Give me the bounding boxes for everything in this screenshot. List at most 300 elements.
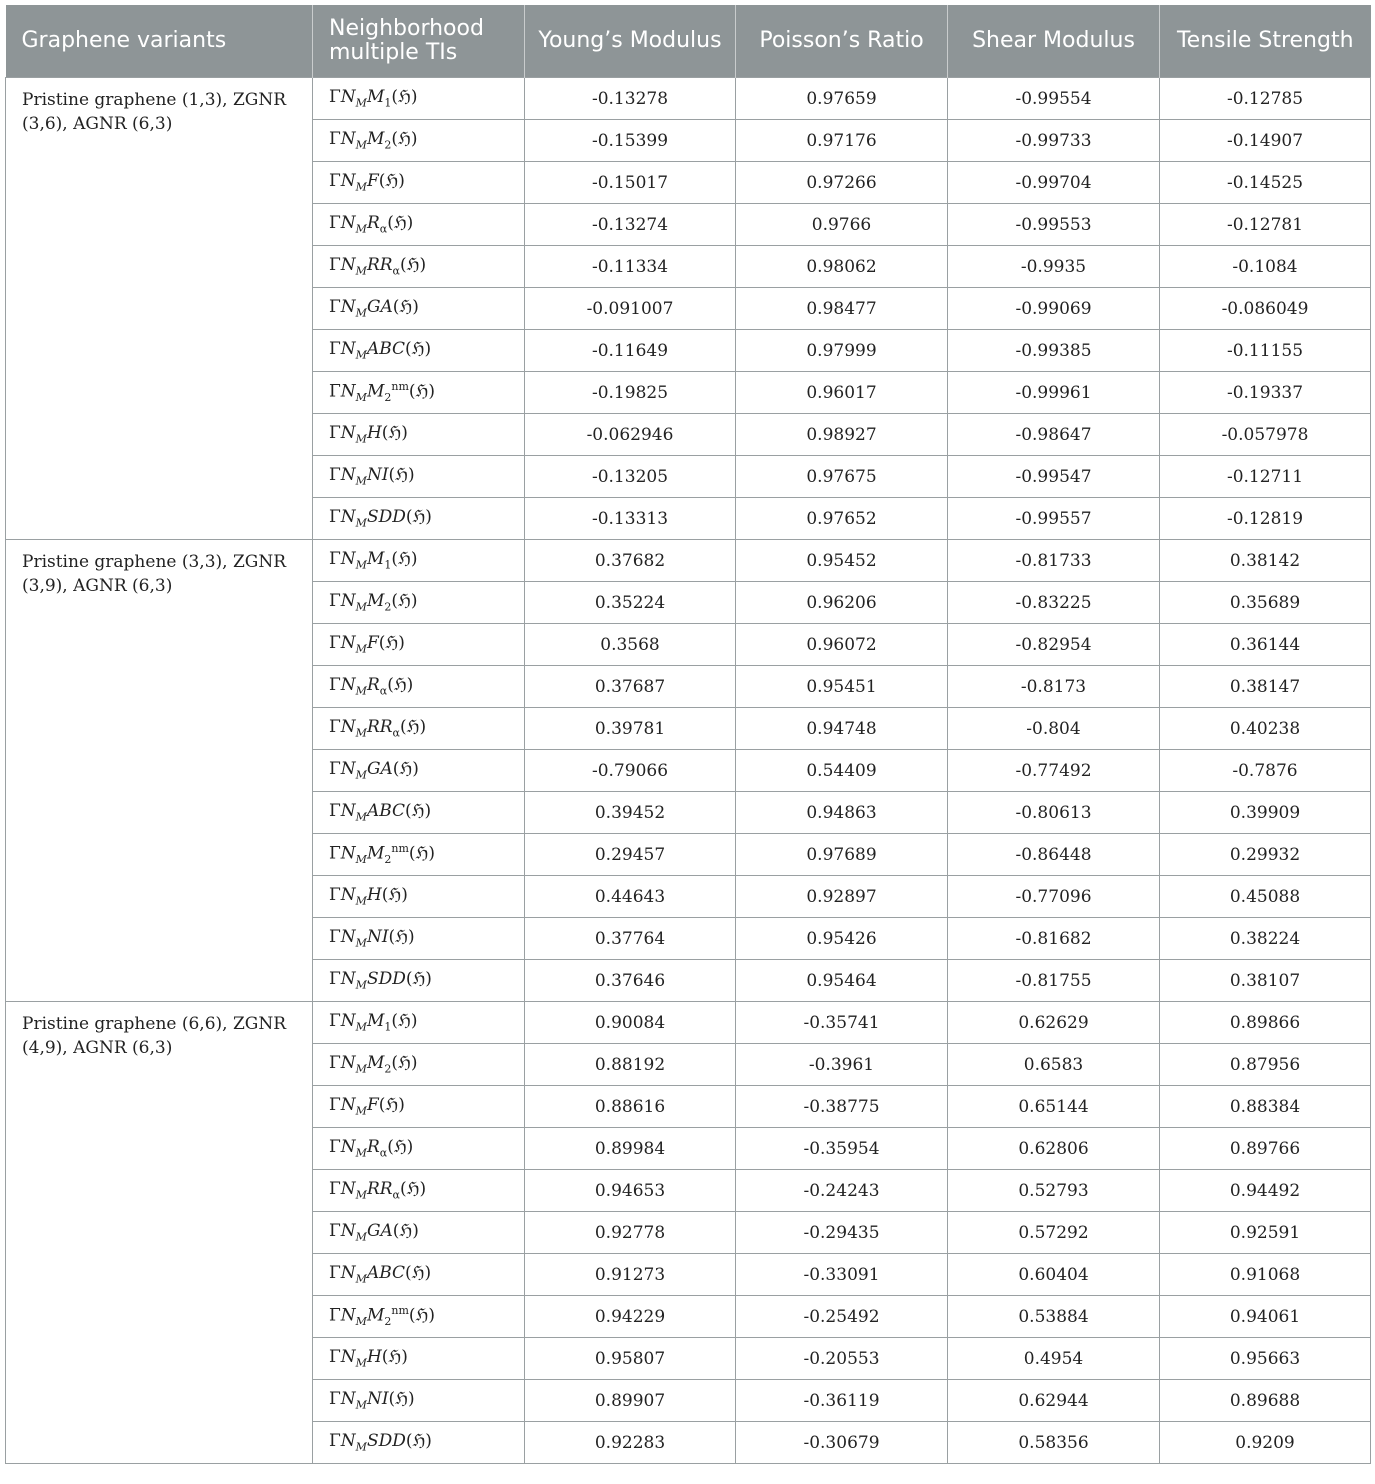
- youngs-modulus-value: -0.13205: [525, 456, 736, 498]
- index-name: ABC: [366, 339, 406, 360]
- index-name: R: [366, 213, 380, 234]
- n-symbol: N: [340, 549, 356, 570]
- tensile-strength-value: 0.39909: [1160, 792, 1371, 834]
- index-subscript: α: [392, 726, 400, 740]
- shear-modulus-value: -0.81733: [948, 540, 1160, 582]
- graph-argument: (ℌ): [381, 885, 408, 906]
- poissons-ratio-value: 0.96072: [736, 624, 948, 666]
- graphene-variant-cell: Pristine graphene (1,3), ZGNR (3,6), AGNR (6,3): [6, 78, 313, 540]
- table-header: [6, 5, 1371, 78]
- index-subscript: α: [379, 1146, 388, 1160]
- poissons-ratio-value: -0.36119: [736, 1380, 948, 1422]
- index-name: M: [366, 129, 385, 150]
- topological-index-cell: [313, 666, 525, 708]
- topological-index-cell: [313, 1380, 525, 1422]
- topological-index-cell: [313, 204, 525, 246]
- graph-argument: (ℌ): [399, 1179, 427, 1200]
- shear-modulus-value: -0.83225: [948, 582, 1160, 624]
- topological-index-cell: [313, 414, 525, 456]
- graph-argument: (ℌ): [405, 969, 432, 990]
- graph-argument: (ℌ): [387, 213, 414, 234]
- topological-index-cell: [313, 1128, 525, 1170]
- header-poissons-ratio: Poisson’s Ratio: [736, 5, 948, 78]
- topological-index-cell: [313, 1086, 525, 1128]
- shear-modulus-value: 0.62806: [948, 1128, 1160, 1170]
- shear-modulus-value: -0.99557: [948, 498, 1160, 540]
- shear-modulus-value: 0.58356: [948, 1422, 1160, 1464]
- n-symbol: N: [340, 675, 356, 696]
- m-subscript: M: [355, 600, 367, 614]
- youngs-modulus-value: -0.091007: [525, 288, 736, 330]
- tensile-strength-value: -0.11155: [1160, 330, 1371, 372]
- topological-index-cell: [313, 1212, 525, 1254]
- shear-modulus-value: 0.62629: [948, 1002, 1160, 1044]
- n-symbol: N: [340, 1347, 356, 1368]
- graph-argument: (ℌ): [408, 382, 435, 403]
- poissons-ratio-value: 0.98062: [736, 246, 948, 288]
- graph-argument: (ℌ): [408, 844, 435, 865]
- shear-modulus-value: 0.62944: [948, 1380, 1160, 1422]
- n-symbol: N: [340, 927, 356, 948]
- gamma-symbol: Γ: [329, 255, 341, 276]
- m-subscript: M: [355, 1230, 367, 1244]
- n-symbol: N: [340, 1389, 356, 1410]
- poissons-ratio-value: 0.98477: [736, 288, 948, 330]
- shear-modulus-value: -0.99385: [948, 330, 1160, 372]
- shear-modulus-value: -0.99553: [948, 204, 1160, 246]
- n-symbol: N: [340, 1011, 356, 1032]
- graph-argument: (ℌ): [392, 297, 419, 318]
- poissons-ratio-value: -0.33091: [736, 1254, 948, 1296]
- youngs-modulus-value: -0.062946: [525, 414, 736, 456]
- tensile-strength-value: 0.94492: [1160, 1170, 1371, 1212]
- index-name: R: [366, 675, 380, 696]
- index-name: M: [366, 844, 385, 865]
- gamma-symbol: Γ: [329, 1221, 341, 1242]
- gamma-symbol: Γ: [329, 1306, 341, 1327]
- n-symbol: N: [340, 255, 356, 276]
- topological-index-cell: [313, 1422, 525, 1464]
- poissons-ratio-value: 0.95451: [736, 666, 948, 708]
- topological-index-cell: [313, 330, 525, 372]
- graph-argument: (ℌ): [388, 927, 415, 948]
- shear-modulus-value: 0.65144: [948, 1086, 1160, 1128]
- shear-modulus-value: 0.57292: [948, 1212, 1160, 1254]
- n-symbol: N: [340, 382, 356, 403]
- youngs-modulus-value: 0.89984: [525, 1128, 736, 1170]
- gamma-symbol: Γ: [329, 1347, 341, 1368]
- index-name: H: [366, 1347, 382, 1368]
- index-name: SDD: [366, 1431, 406, 1452]
- m-subscript: M: [355, 474, 367, 488]
- tensile-strength-value: 0.38224: [1160, 918, 1371, 960]
- gamma-symbol: Γ: [329, 382, 341, 403]
- poissons-ratio-value: 0.95452: [736, 540, 948, 582]
- n-symbol: N: [340, 1431, 356, 1452]
- topological-index-cell: [313, 1296, 525, 1338]
- youngs-modulus-value: 0.3568: [525, 624, 736, 666]
- topological-index-cell: [313, 708, 525, 750]
- m-subscript: M: [355, 1146, 367, 1160]
- poissons-ratio-value: -0.29435: [736, 1212, 948, 1254]
- tensile-strength-value: 0.29932: [1160, 834, 1371, 876]
- tensile-strength-value: 0.89766: [1160, 1128, 1371, 1170]
- graph-argument: (ℌ): [391, 549, 418, 570]
- tensile-strength-value: -0.057978: [1160, 414, 1371, 456]
- topological-index-cell: [313, 624, 525, 666]
- m-subscript: M: [355, 853, 367, 867]
- graph-argument: (ℌ): [405, 1263, 432, 1284]
- youngs-modulus-value: -0.13313: [525, 498, 736, 540]
- gamma-symbol: Γ: [329, 885, 341, 906]
- m-subscript: M: [355, 642, 367, 656]
- youngs-modulus-value: -0.13278: [525, 78, 736, 120]
- graphene-variant-cell: Pristine graphene (6,6), ZGNR (4,9), AGNR (6,3): [6, 1002, 313, 1464]
- graph-argument: (ℌ): [387, 675, 414, 696]
- poissons-ratio-value: 0.97176: [736, 120, 948, 162]
- m-subscript: M: [355, 1272, 367, 1286]
- youngs-modulus-value: -0.11649: [525, 330, 736, 372]
- poissons-ratio-value: 0.97659: [736, 78, 948, 120]
- tensile-strength-value: 0.89866: [1160, 1002, 1371, 1044]
- graph-argument: (ℌ): [381, 423, 408, 444]
- index-subscript: α: [379, 684, 388, 698]
- topological-index-cell: [313, 1044, 525, 1086]
- graph-argument: (ℌ): [391, 87, 418, 108]
- shear-modulus-value: 0.4954: [948, 1338, 1160, 1380]
- index-name: NI: [366, 1389, 389, 1410]
- tensile-strength-value: 0.87956: [1160, 1044, 1371, 1086]
- n-symbol: N: [340, 1306, 356, 1327]
- topological-index-cell: [313, 456, 525, 498]
- poissons-ratio-value: 0.97266: [736, 162, 948, 204]
- gamma-symbol: Γ: [329, 1095, 341, 1116]
- youngs-modulus-value: 0.90084: [525, 1002, 736, 1044]
- poissons-ratio-value: -0.30679: [736, 1422, 948, 1464]
- table-row: [6, 78, 1371, 120]
- n-symbol: N: [340, 465, 356, 486]
- m-subscript: M: [355, 810, 367, 824]
- topological-index-cell: [313, 1338, 525, 1380]
- youngs-modulus-value: 0.88616: [525, 1086, 736, 1128]
- youngs-modulus-value: -0.11334: [525, 246, 736, 288]
- tensile-strength-value: -0.086049: [1160, 288, 1371, 330]
- poissons-ratio-value: 0.95426: [736, 918, 948, 960]
- graph-argument: (ℌ): [378, 171, 405, 192]
- n-symbol: N: [340, 885, 356, 906]
- gamma-symbol: Γ: [329, 87, 341, 108]
- header-graphene-variants: Graphene variants: [6, 5, 313, 78]
- graph-argument: (ℌ): [391, 591, 418, 612]
- youngs-modulus-value: -0.13274: [525, 204, 736, 246]
- youngs-modulus-value: 0.37687: [525, 666, 736, 708]
- m-subscript: M: [355, 1020, 367, 1034]
- header-shear-modulus: Shear Modulus: [948, 5, 1160, 78]
- table-body: [6, 78, 1371, 1464]
- shear-modulus-value: -0.99547: [948, 456, 1160, 498]
- poissons-ratio-value: 0.97999: [736, 330, 948, 372]
- index-name: F: [366, 171, 379, 192]
- youngs-modulus-value: 0.94229: [525, 1296, 736, 1338]
- youngs-modulus-value: -0.15399: [525, 120, 736, 162]
- graph-argument: (ℌ): [381, 1347, 408, 1368]
- graph-argument: (ℌ): [399, 717, 427, 738]
- data-table: [5, 5, 1371, 1464]
- topological-index-cell: [313, 78, 525, 120]
- gamma-symbol: Γ: [329, 171, 341, 192]
- gamma-symbol: Γ: [329, 759, 341, 780]
- index-name: GA: [366, 759, 393, 780]
- graph-argument: (ℌ): [388, 1389, 415, 1410]
- youngs-modulus-value: 0.92778: [525, 1212, 736, 1254]
- m-subscript: M: [355, 558, 367, 572]
- index-name: ABC: [366, 1263, 406, 1284]
- shear-modulus-value: -0.8173: [948, 666, 1160, 708]
- poissons-ratio-value: 0.97652: [736, 498, 948, 540]
- n-symbol: N: [340, 717, 356, 738]
- index-subscript: 2: [384, 1062, 392, 1076]
- m-subscript: M: [355, 96, 367, 110]
- topological-index-cell: [313, 918, 525, 960]
- gamma-symbol: Γ: [329, 1011, 341, 1032]
- m-subscript: M: [355, 222, 367, 236]
- index-name: M: [366, 382, 385, 403]
- youngs-modulus-value: -0.79066: [525, 750, 736, 792]
- poissons-ratio-value: 0.97675: [736, 456, 948, 498]
- topological-index-cell: [313, 834, 525, 876]
- index-name: SDD: [366, 969, 406, 990]
- index-name: RR: [366, 1179, 393, 1200]
- shear-modulus-value: -0.99069: [948, 288, 1160, 330]
- index-name: M: [366, 1011, 385, 1032]
- gamma-symbol: Γ: [329, 675, 341, 696]
- topological-index-cell: [313, 582, 525, 624]
- youngs-modulus-value: 0.39452: [525, 792, 736, 834]
- m-subscript: M: [355, 1356, 367, 1370]
- n-symbol: N: [340, 801, 356, 822]
- index-name: RR: [366, 255, 393, 276]
- shear-modulus-value: -0.98647: [948, 414, 1160, 456]
- gamma-symbol: Γ: [329, 1263, 341, 1284]
- m-subscript: M: [355, 978, 367, 992]
- shear-modulus-value: -0.77096: [948, 876, 1160, 918]
- gamma-symbol: Γ: [329, 927, 341, 948]
- graph-argument: (ℌ): [378, 1095, 405, 1116]
- poissons-ratio-value: -0.3961: [736, 1044, 948, 1086]
- youngs-modulus-value: 0.37764: [525, 918, 736, 960]
- shear-modulus-value: -0.80613: [948, 792, 1160, 834]
- poissons-ratio-value: -0.38775: [736, 1086, 948, 1128]
- index-subscript: 2: [384, 600, 392, 614]
- graph-argument: (ℌ): [392, 1221, 419, 1242]
- topological-index-cell: [313, 288, 525, 330]
- poissons-ratio-value: 0.97689: [736, 834, 948, 876]
- youngs-modulus-value: 0.35224: [525, 582, 736, 624]
- youngs-modulus-value: 0.91273: [525, 1254, 736, 1296]
- index-name: GA: [366, 297, 393, 318]
- tensile-strength-value: 0.88384: [1160, 1086, 1371, 1128]
- gamma-symbol: Γ: [329, 465, 341, 486]
- n-symbol: N: [340, 1221, 356, 1242]
- n-symbol: N: [340, 1095, 356, 1116]
- poissons-ratio-value: -0.25492: [736, 1296, 948, 1338]
- tensile-strength-value: 0.95663: [1160, 1338, 1371, 1380]
- youngs-modulus-value: 0.95807: [525, 1338, 736, 1380]
- graph-argument: (ℌ): [388, 465, 415, 486]
- poissons-ratio-value: 0.96206: [736, 582, 948, 624]
- n-symbol: N: [340, 297, 356, 318]
- poissons-ratio-value: 0.54409: [736, 750, 948, 792]
- n-symbol: N: [340, 1137, 356, 1158]
- n-symbol: N: [340, 844, 356, 865]
- topological-index-cell: [313, 1170, 525, 1212]
- shear-modulus-value: 0.52793: [948, 1170, 1160, 1212]
- youngs-modulus-value: -0.15017: [525, 162, 736, 204]
- m-subscript: M: [355, 306, 367, 320]
- tensile-strength-value: 0.38147: [1160, 666, 1371, 708]
- m-subscript: M: [355, 1440, 367, 1454]
- gamma-symbol: Γ: [329, 339, 341, 360]
- n-symbol: N: [340, 1179, 356, 1200]
- topological-index-cell: [313, 246, 525, 288]
- index-subscript: 2: [384, 138, 392, 152]
- youngs-modulus-value: 0.29457: [525, 834, 736, 876]
- gamma-symbol: Γ: [329, 1431, 341, 1452]
- index-name: RR: [366, 717, 393, 738]
- n-symbol: N: [340, 339, 356, 360]
- index-superscript: nm: [391, 842, 409, 856]
- shear-modulus-value: -0.82954: [948, 624, 1160, 666]
- shear-modulus-value: -0.804: [948, 708, 1160, 750]
- gamma-symbol: Γ: [329, 633, 341, 654]
- youngs-modulus-value: 0.88192: [525, 1044, 736, 1086]
- table-row: [6, 1002, 1371, 1044]
- topological-index-cell: [313, 372, 525, 414]
- poissons-ratio-value: 0.9766: [736, 204, 948, 246]
- shear-modulus-value: -0.81755: [948, 960, 1160, 1002]
- graph-argument: (ℌ): [391, 129, 418, 150]
- shear-modulus-value: 0.6583: [948, 1044, 1160, 1086]
- m-subscript: M: [355, 1398, 367, 1412]
- tensile-strength-value: -0.7876: [1160, 750, 1371, 792]
- topological-index-cell: [313, 120, 525, 162]
- topological-index-cell: [313, 540, 525, 582]
- n-symbol: N: [340, 591, 356, 612]
- youngs-modulus-value: -0.19825: [525, 372, 736, 414]
- gamma-symbol: Γ: [329, 129, 341, 150]
- gamma-symbol: Γ: [329, 297, 341, 318]
- index-name: M: [366, 549, 385, 570]
- header-neighborhood-tis: Neighborhood multiple TIs: [313, 5, 525, 78]
- topological-index-cell: [313, 162, 525, 204]
- tensile-strength-value: -0.14907: [1160, 120, 1371, 162]
- shear-modulus-value: 0.60404: [948, 1254, 1160, 1296]
- graph-argument: (ℌ): [405, 339, 432, 360]
- poissons-ratio-value: -0.24243: [736, 1170, 948, 1212]
- tensile-strength-value: 0.9209: [1160, 1422, 1371, 1464]
- n-symbol: N: [340, 1263, 356, 1284]
- m-subscript: M: [355, 1104, 367, 1118]
- shear-modulus-value: -0.86448: [948, 834, 1160, 876]
- m-subscript: M: [355, 180, 367, 194]
- index-subscript: 1: [384, 558, 392, 572]
- m-subscript: M: [355, 894, 367, 908]
- poissons-ratio-value: -0.20553: [736, 1338, 948, 1380]
- n-symbol: N: [340, 633, 356, 654]
- n-symbol: N: [340, 87, 356, 108]
- index-name: F: [366, 1095, 379, 1116]
- index-name: M: [366, 1306, 385, 1327]
- youngs-modulus-value: 0.92283: [525, 1422, 736, 1464]
- table-row: [6, 540, 1371, 582]
- topological-index-cell: [313, 498, 525, 540]
- graph-argument: (ℌ): [405, 801, 432, 822]
- index-subscript: 1: [384, 1020, 392, 1034]
- header-tensile-strength: Tensile Strength: [1160, 5, 1371, 78]
- m-subscript: M: [355, 1062, 367, 1076]
- graph-argument: (ℌ): [405, 1431, 432, 1452]
- m-subscript: M: [355, 348, 367, 362]
- n-symbol: N: [340, 171, 356, 192]
- gamma-symbol: Γ: [329, 801, 341, 822]
- index-subscript: 2: [384, 391, 392, 405]
- poissons-ratio-value: 0.96017: [736, 372, 948, 414]
- shear-modulus-value: -0.99733: [948, 120, 1160, 162]
- tensile-strength-value: -0.1084: [1160, 246, 1371, 288]
- n-symbol: N: [340, 213, 356, 234]
- youngs-modulus-value: 0.44643: [525, 876, 736, 918]
- n-symbol: N: [340, 423, 356, 444]
- index-name: F: [366, 633, 379, 654]
- tensile-strength-value: 0.40238: [1160, 708, 1371, 750]
- index-name: GA: [366, 1221, 393, 1242]
- topological-index-cell: [313, 750, 525, 792]
- topological-index-cell: [313, 1254, 525, 1296]
- poissons-ratio-value: 0.94748: [736, 708, 948, 750]
- index-name: NI: [366, 465, 389, 486]
- gamma-symbol: Γ: [329, 507, 341, 528]
- m-subscript: M: [355, 684, 367, 698]
- graph-argument: (ℌ): [399, 255, 427, 276]
- gamma-symbol: Γ: [329, 1053, 341, 1074]
- index-name: M: [366, 87, 385, 108]
- m-subscript: M: [355, 1188, 367, 1202]
- index-subscript: α: [392, 264, 400, 278]
- m-subscript: M: [355, 138, 367, 152]
- graph-argument: (ℌ): [408, 1306, 435, 1327]
- topological-index-cell: [313, 1002, 525, 1044]
- youngs-modulus-value: 0.94653: [525, 1170, 736, 1212]
- graphene-variant-cell: Pristine graphene (3,3), ZGNR (3,9), AGNR (6,3): [6, 540, 313, 1002]
- index-name: SDD: [366, 507, 406, 528]
- graph-argument: (ℌ): [405, 507, 432, 528]
- tensile-strength-value: 0.38107: [1160, 960, 1371, 1002]
- poissons-ratio-value: -0.35954: [736, 1128, 948, 1170]
- tensile-strength-value: 0.35689: [1160, 582, 1371, 624]
- youngs-modulus-value: 0.89907: [525, 1380, 736, 1422]
- topological-index-cell: [313, 876, 525, 918]
- tensile-strength-value: -0.12781: [1160, 204, 1371, 246]
- n-symbol: N: [340, 1053, 356, 1074]
- m-subscript: M: [355, 1315, 367, 1329]
- gamma-symbol: Γ: [329, 717, 341, 738]
- header-youngs-modulus: Young’s Modulus: [525, 5, 736, 78]
- index-name: H: [366, 885, 382, 906]
- graph-argument: (ℌ): [392, 759, 419, 780]
- index-name: NI: [366, 927, 389, 948]
- shear-modulus-value: -0.9935: [948, 246, 1160, 288]
- shear-modulus-value: -0.77492: [948, 750, 1160, 792]
